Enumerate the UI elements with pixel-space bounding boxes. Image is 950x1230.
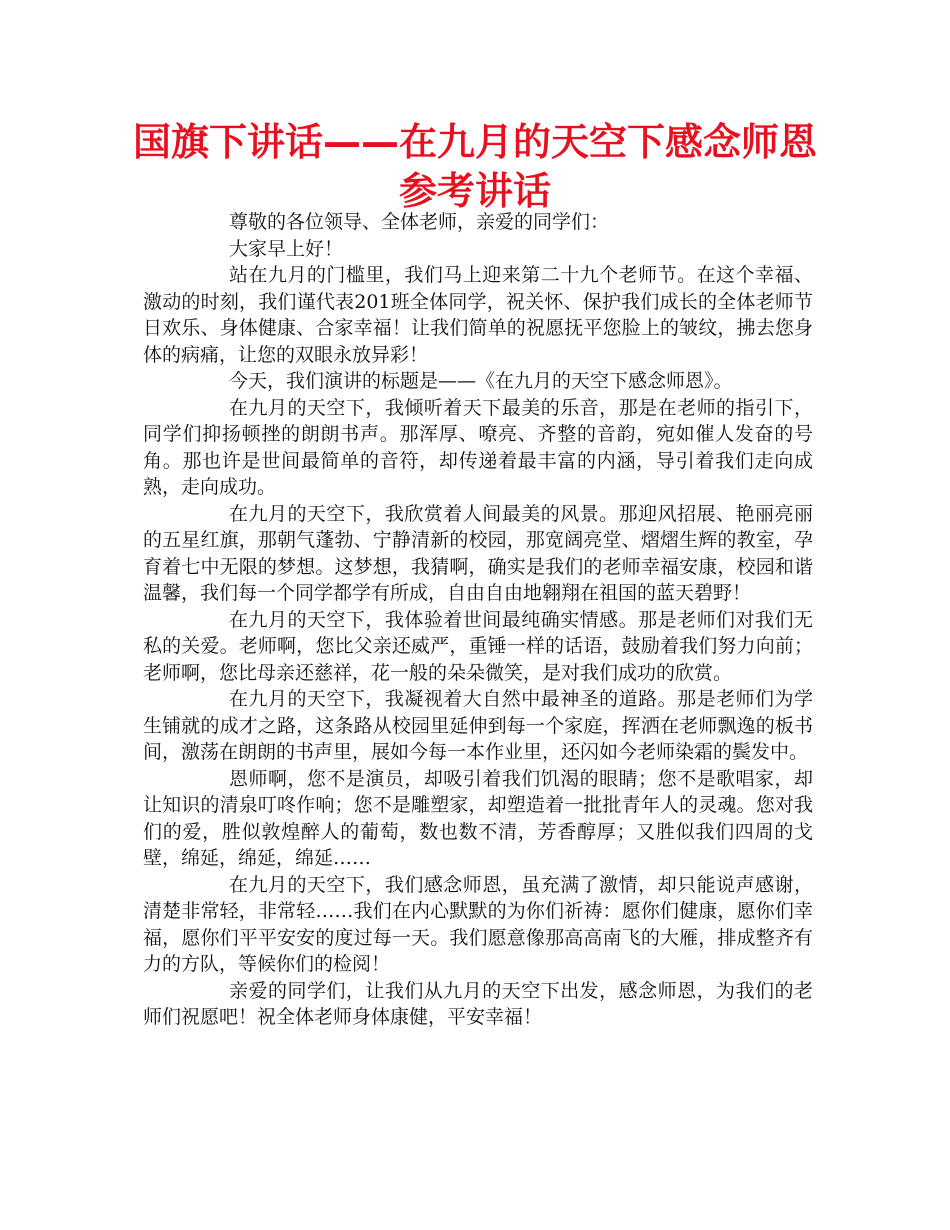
paragraph: 在九月的天空下，我们感念师恩，虽充满了激情，却只能说声感谢，清楚非常轻，非常轻……我们在内心默默的为你们祈祷：愿你们健康，愿你们幸福，愿你们平平安安的度过每一天。我们愿意像那高高南飞的大雁，排成整齐有力的方队，等候你们的检阅！ [143,873,813,975]
paragraph: 恩师啊，您不是演员，却吸引着我们饥渴的眼睛；您不是歌唱家，却让知识的清泉叮咚作响；您不是雕塑家，却塑造着一批批青年人的灵魂。您对我们的爱，胜似敦煌醉人的葡萄，数也数不清，芳香醇厚；又胜似我们四周的戈壁，绵延，绵延，绵延…… [143,767,813,869]
paragraph-closing: 亲爱的同学们，让我们从九月的天空下出发，感念师恩，为我们的老师们祝愿吧！祝全体老师身体康健，平安幸福！ [143,979,813,1028]
title-line-2: 参考讲话 [398,169,551,213]
paragraph: 在九月的天空下，我体验着世间最纯确实情感。那是老师们对我们无私的关爱。老师啊，您比父亲还威严，重锤一样的话语，鼓励着我们努力向前；老师啊，您比母亲还慈祥，花一般的朵朵微笑，是对我们成功的欣赏。 [143,608,813,684]
paragraph: 站在九月的门槛里，我们马上迎来第二十九个老师节。在这个幸福、激动的时刻，我们谨代表201班全体同学，祝关怀、保护我们成长的全体老师节日欢乐、身体健康、合家幸福！让我们简单的祝愿抚平您脸上的皱纹，拂去您身体的病痛，让您的双眼永放异彩！ [143,264,813,366]
paragraph: 在九月的天空下，我凝视着大自然中最神圣的道路。那是老师们为学生铺就的成才之路，这条路从校园里延伸到每一个家庭，挥洒在老师飘逸的板书间，激荡在朗朗的书声里，展如今每一本作业里，还闪如今老师染霜的鬓发中。 [143,688,813,763]
document-title [100,118,850,216]
paragraph-salutation: 尊敬的各位领导、全体老师，亲爱的同学们： [229,211,610,233]
title-line-1: 国旗下讲话——在九月的天空下感念师恩 [132,120,817,164]
speech-body [143,209,813,1031]
paragraph: 在九月的天空下，我倾听着天下最美的乐音，那是在老师的指引下，同学们抑扬顿挫的朗朗书声。那浑厚、嘹亮、齐整的音韵，宛如催人发奋的号角。那也许是世间最简单的音符，却传递着最丰富的内涵，导引着我们走向成熟，走向成功。 [143,396,813,498]
paragraph: 今天，我们演讲的标题是——《在九月的天空下感念师恩》。 [229,370,733,392]
paragraph: 在九月的天空下，我欣赏着人间最美的风景。那迎风招展、艳丽亮丽的五星红旗，那朝气蓬勃、宁静清新的校园，那宽阔亮堂、熠熠生辉的教室，孕育着七中无限的梦想。这梦想，我猜啊，确实是我们的老师幸福安康，校园和谐温馨，我们每一个同学都学有所成，自由自由地翱翔在祖国的蓝天碧野！ [143,502,813,604]
paragraph-greeting: 大家早上好！ [229,237,344,260]
